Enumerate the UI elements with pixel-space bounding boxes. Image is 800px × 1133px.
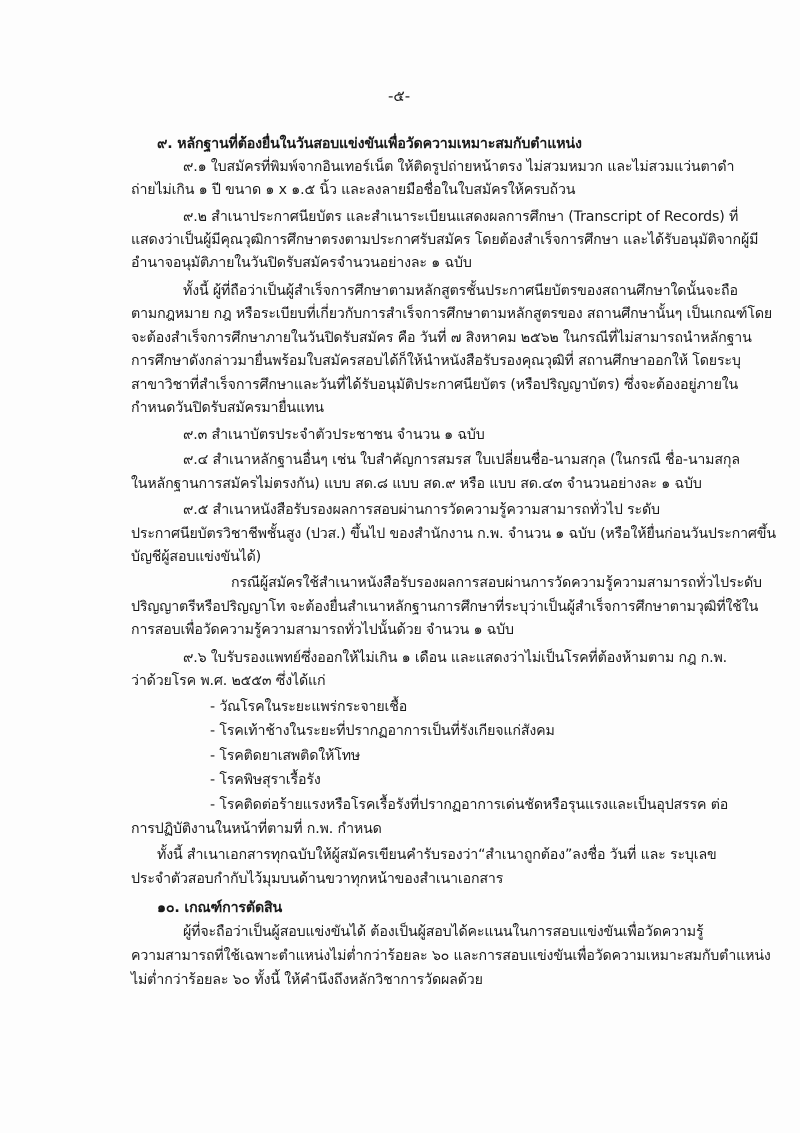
text-line: บัญชีผู้สอบแข่งขันได้): [131, 549, 262, 565]
list-item: - วัณโรคในระยะแพร่กระจายเชื้อ: [210, 699, 408, 715]
text-line: กรณีผู้สมัครใช้สำเนาหนังสือรับรองผลการสอบผ่านการวัดความรู้ความสามารถทั่วไประดับ: [231, 575, 762, 591]
text-line: จะต้องสำเร็จการศึกษาภายในวันปิดรับสมัคร คือ วันที่ ๗ สิงหาคม ๒๕๖๒ ในกรณีที่ไม่สามารถนำหลักฐาน: [131, 330, 752, 346]
text-line: ผู้ที่จะถือว่าเป็นผู้สอบแข่งขันได้ ต้องเป็นผู้สอบได้คะแนนในการสอบแข่งขันเพื่อวัดความรู้: [183, 924, 704, 940]
text-line: ความสามารถที่ใช้เฉพาะตำแหน่งไม่ต่ำกว่าร้อยละ ๖๐ และการสอบแข่งขันเพื่อวัดความเหมาะสมกับตำแหน่ง: [131, 948, 771, 964]
text-line: ๙.๑ ใบสมัครที่พิมพ์จากอินเทอร์เน็ต ให้ติดรูปถ่ายหน้าตรง ไม่สวมหมวก และไม่สวมแว่นตาดำ: [183, 159, 735, 175]
text-line: การศึกษาดังกล่าวมายื่นพร้อมใบสมัครสอบได้ก็ให้นำหนังสือรับรองคุณวุฒิที่ สถานศึกษาออกให้ โดยระบุ: [131, 353, 741, 369]
text-line: อำนาจอนุมัติภายในวันปิดรับสมัครจำนวนอย่างละ ๑ ฉบับ: [131, 255, 472, 271]
text-line: ๙.๖ ใบรับรองแพทย์ซึ่งออกให้ไม่เกิน ๑ เดือน และแสดงว่าไม่เป็นโรคที่ต้องห้ามตาม กฎ ก.พ.: [183, 650, 728, 666]
text-line: ประกาศนียบัตรวิชาชีพชั้นสูง (ปวส.) ขึ้นไป ของสำนักงาน ก.พ. จำนวน ๑ ฉบับ (หรือให้ยื่นก่อนวันประกาศขึ้น: [131, 526, 776, 542]
text-line: ๙.๔ สำเนาหลักฐานอื่นๆ เช่น ใบสำคัญการสมรส ใบเปลี่ยนชื่อ-นามสกุล (ในกรณี ชื่อ-นามสกุล: [183, 452, 740, 468]
text-line: ปริญญาตรีหรือปริญญาโท จะต้องยื่นสำเนาหลักฐานการศึกษาที่ระบุว่าเป็นผู้สำเร็จการศึกษาตามวุฒิที่ใช้ใน: [131, 599, 759, 615]
list-item: - โรคเท้าช้างในระยะที่ปรากฏอาการเป็นที่รังเกียจแก่สังคม: [210, 723, 555, 739]
text-line: ทั้งนี้ สำเนาเอกสารทุกฉบับให้ผู้สมัครเขียนคำรับรองว่า“สำเนาถูกต้อง”ลงชื่อ วันที่ และ ระบุเลข: [157, 847, 717, 863]
text-line: ๙.๕ สำเนาหนังสือรับรองผลการสอบผ่านการวัดความรู้ความสามารถทั่วไป ระดับ: [183, 502, 660, 518]
section-10-heading: ๑๐. เกณฑ์การตัดสิน: [157, 900, 283, 916]
text-line: ทั้งนี้ ผู้ที่ถือว่าเป็นผู้สำเร็จการศึกษาตามหลักสูตรชั้นประกาศนียบัตรของสถานศึกษาใดนั้นจะถือ: [183, 283, 738, 299]
text-line: การปฏิบัติงานในหน้าที่ตามที่ ก.พ. กำหนด: [131, 821, 382, 837]
text-line: สาขาวิชาที่สำเร็จการศึกษาและวันที่ได้รับอนุมัติประกาศนียบัตร (หรือปริญญาบัตร) ซึ่งจะต้องอยู่ภายใน: [131, 377, 739, 393]
text-line: ว่าด้วยโรค พ.ศ. ๒๕๕๓ ซึ่งได้แก่: [131, 673, 326, 689]
page-number: -๕-: [388, 87, 411, 105]
list-item: - โรคติดต่อร้ายแรงหรือโรคเรื้อรังที่ปรากฏอาการเด่นชัดหรือรุนแรงและเป็นอุปสรรค ต่อ: [210, 797, 729, 813]
text-line: ประจำตัวสอบกำกับไว้มุมบนด้านขวาทุกหน้าของสำเนาเอกสาร: [131, 871, 504, 887]
text-line: ไม่ต่ำกว่าร้อยละ ๖๐ ทั้งนี้ ให้คำนึงถึงหลักวิชาการวัดผลด้วย: [131, 972, 483, 988]
list-item: - โรคติดยาเสพติดให้โทษ: [210, 748, 361, 764]
text-line: กำหนดวันปิดรับสมัครมายื่นแทน: [131, 400, 324, 416]
text-line: ตามกฎหมาย กฎ หรือระเบียบที่เกี่ยวกับการสำเร็จการศึกษาตามหลักสูตรของ สถานศึกษานั้นๆ เป็นเกณฑ์โดย: [131, 306, 773, 322]
list-item: - โรคพิษสุราเรื้อรัง: [210, 772, 321, 788]
text-line: การสอบเพื่อวัดความรู้ความสามารถทั่วไปนั้นด้วย จำนวน ๑ ฉบับ: [131, 622, 514, 638]
text-line: ถ่ายไม่เกิน ๑ ปี ขนาด ๑ x ๑.๕ นิ้ว และลงลายมือชื่อในใบสมัครให้ครบถ้วน: [131, 182, 576, 198]
text-line: ๙.๒ สำเนาประกาศนียบัตร และสำเนาระเบียนแสดงผลการศึกษา (Transcript of Records) ที่: [183, 209, 739, 225]
section-9-heading: ๙. หลักฐานที่ต้องยื่นในวันสอบแข่งขันเพื่อวัดความเหมาะสมกับตำแหน่ง: [157, 136, 582, 152]
text-line: ในหลักฐานการสมัครไม่ตรงกัน) แบบ สด.๘ แบบ สด.๙ หรือ แบบ สด.๔๓ จำนวนอย่างละ ๑ ฉบับ: [131, 476, 702, 492]
text-line: แสดงว่าเป็นผู้มีคุณวุฒิการศึกษาตรงตามประกาศรับสมัคร โดยต้องสำเร็จการศึกษา และได้รับอนุมัติจากผู้มี: [131, 232, 759, 248]
text-line: ๙.๓ สำเนาบัตรประจำตัวประชาชน จำนวน ๑ ฉบับ: [183, 427, 485, 443]
